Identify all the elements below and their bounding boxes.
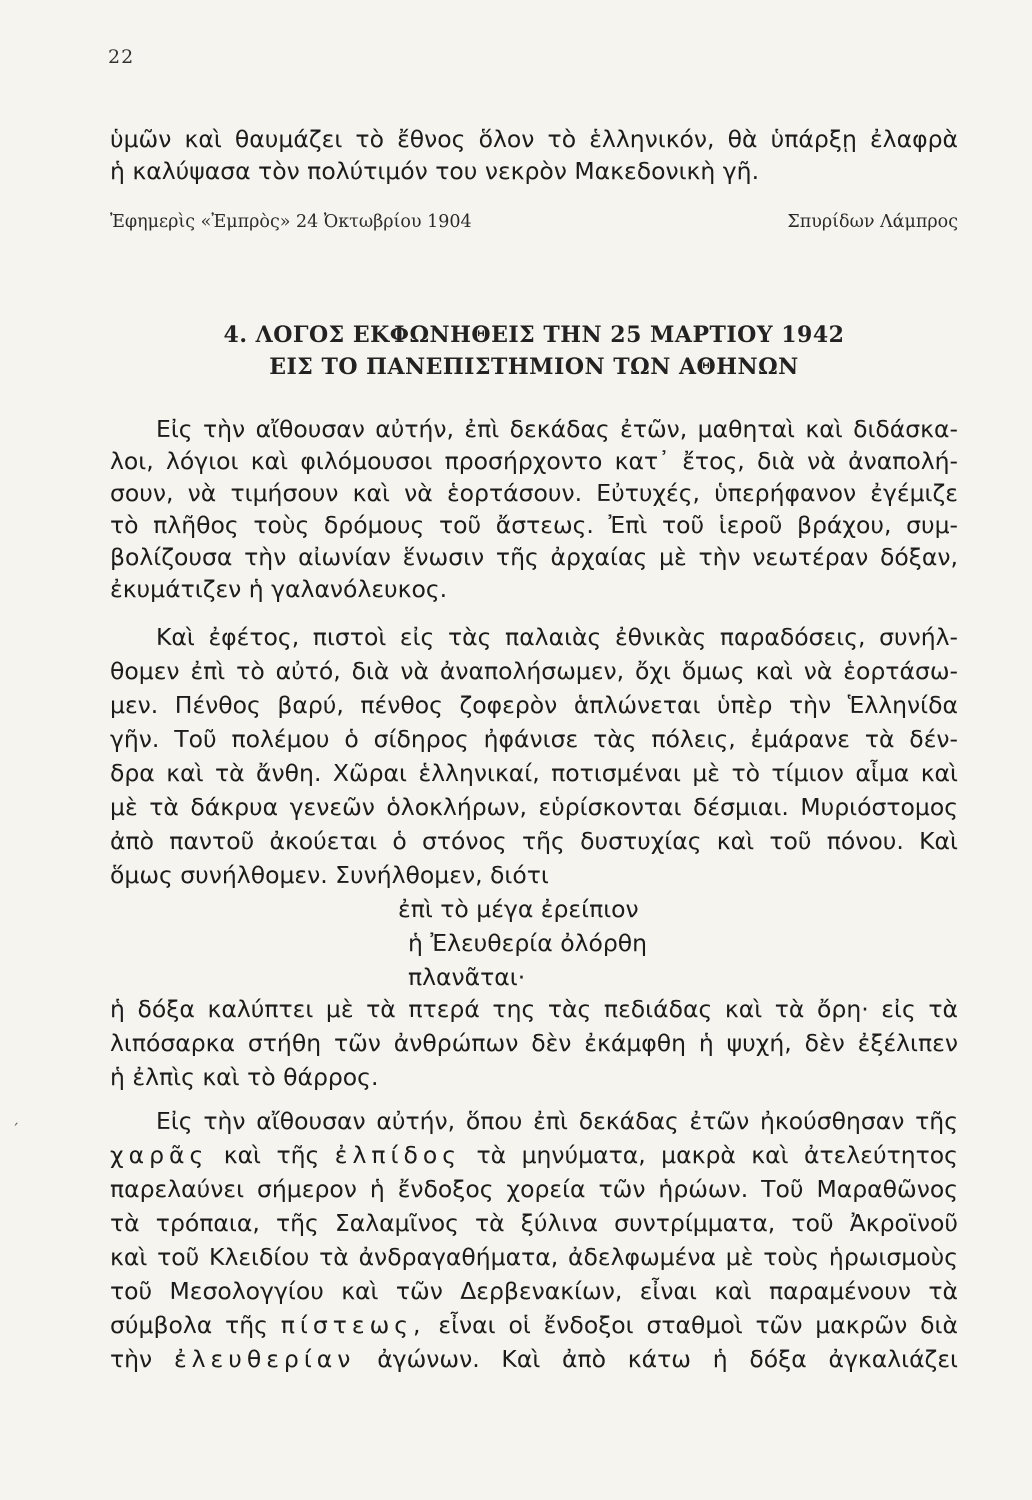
verse-line-1: ἐπὶ τὸ μέγα ἐρείπιον (398, 895, 639, 923)
source-attribution (110, 212, 958, 232)
para1-line-6: ἐκυμάτιζεν ἡ γαλανόλευκος. (110, 575, 448, 603)
para2-line-5: δρα καὶ τὰ ἄνθη. Χῶραι ἑλληνικαί, ποτισμέναι μὲ τὸ τίμιον αἷμα καὶ (110, 759, 958, 787)
para3-line-3: ἡ ἐλπὶς καὶ τὸ θάρρος. (110, 1063, 379, 1091)
para3-line-2: λιπόσαρκα στήθη τῶν ἀνθρώπων δὲν ἐκάμφθη ἡ ψυχή, δὲν ἐξέλιπεν (110, 1029, 958, 1057)
para2-line-1: Καὶ ἐφέτος, πιστοὶ εἰς τὰς παλαιὰς ἐθνικὰς παραδόσεις, συνήλ- (156, 623, 958, 651)
para2-line-4: γῆν. Τοῦ πολέμου ὁ σίδηρος ἠφάνισε τὰς πόλεις, ἐμάρανε τὰ δέν- (110, 725, 958, 753)
para4-line-2: χαρᾶς καὶ τῆς ἐλπίδος τὰ μηνύματα, μακρὰ καὶ ἀτελεύτητος (110, 1141, 958, 1169)
para4-line-4: τὰ τρόπαια, τῆς Σαλαμῖνος τὰ ξύλινα συντρίμματα, τοῦ Ἀκροϊνοῦ (110, 1209, 958, 1237)
para1-line-2: λοι, λόγιοι καὶ φιλόμουσοι προσήρχοντο κατ᾽ ἔτος, διὰ νὰ ἀναπολή- (110, 447, 958, 475)
para4-line-8: τὴν ἐλευθερίαν ἀγώνων. Καὶ ἀπὸ κάτω ἡ δόξα ἀγκαλιάζει (110, 1345, 958, 1373)
para2-line-7: ἀπὸ παντοῦ ἀκούεται ὁ στόνος τῆς δυστυχίας καὶ τοῦ πόνου. Καὶ (110, 827, 958, 855)
spaced-word-hope: ἐλπίδος (334, 1141, 462, 1169)
section-title-line-1: 4. ΛΟΓΟΣ ΕΚΦΩΝΗΘΕΙΣ ΤΗΝ 25 ΜΑΡΤΙΟΥ 1942 (223, 322, 845, 348)
para1-line-5: βολίζουσα τὴν αἰωνίαν ἕνωσιν τῆς ἀρχαίας μὲ τὴν νεωτέραν δόξαν, (110, 543, 958, 571)
spaced-word-freedom: ἐλευθερίαν (173, 1345, 356, 1373)
para1-line-1: Εἰς τὴν αἴθουσαν αὐτήν, ἐπὶ δεκάδας ἐτῶν, μαθηταὶ καὶ διδάσκα- (156, 415, 958, 443)
spaced-word-joy: χαρᾶς (110, 1141, 209, 1169)
scan-mark: ˏ (12, 1110, 19, 1126)
para2-line-8: ὅμως συνήλθομεν. Συνήλθομεν, διότι (110, 861, 549, 889)
source-author: Σπυρίδων Λάμπρος (787, 212, 958, 232)
para4-line-1: Εἰς τὴν αἴθουσαν αὐτήν, ὅπου ἐπὶ δεκάδας ἐτῶν ἠκούσθησαν τῆς (156, 1107, 958, 1135)
para4-line-6: τοῦ Μεσολογγίου καὶ τῶν Δερβενακίων, εἶναι καὶ παραμένουν τὰ (110, 1277, 958, 1305)
intro-line-2: ἡ καλύψασα τὸν πολύτιμόν του νεκρὸν Μακεδονικὴ γῆ. (110, 157, 760, 185)
para3-line-1: ἡ δόξα καλύπτει μὲ τὰ πτερά της τὰς πεδιάδας καὶ τὰ ὄρη· εἰς τὰ (110, 995, 958, 1023)
para1-line-3: σουν, νὰ τιμήσουν καὶ νὰ ἑορτάσουν. Εὐτυχές, ὑπερήφανον ἐγέμιζε (110, 479, 958, 507)
para2-line-2: θομεν ἐπὶ τὸ αὐτό, διὰ νὰ ἀναπολήσωμεν, ὄχι ὅμως καὶ νὰ ἑορτάσω- (110, 657, 958, 685)
para4-line-7: σύμβολα τῆς πίστεως, εἶναι οἱ ἔνδοξοι σταθμοὶ τῶν μακρῶν διὰ (110, 1311, 958, 1339)
source-publication: Ἐφημερὶς «Ἐμπρὸς» 24 Ὀκτωβρίου 1904 (110, 212, 472, 232)
verse-line-3: πλανᾶται· (408, 963, 526, 991)
para2-line-6: μὲ τὰ δάκρυα γενεῶν ὁλοκλήρων, εὑρίσκονται δέσμιαι. Μυριόστομος (110, 793, 958, 821)
para4-line-5: καὶ τοῦ Κλειδίου τὰ ἀνδραγαθήματα, ἀδελφωμένα μὲ τοὺς ἡρωισμοὺς (110, 1243, 958, 1271)
para4-line-3: παρελαύνει σήμερον ἡ ἔνδοξος χορεία τῶν ἡρώων. Τοῦ Μαραθῶνος (110, 1175, 958, 1203)
para2-line-3: μεν. Πένθος βαρύ, πένθος ζοφερὸν ἁπλώνεται ὑπὲρ τὴν Ἑλληνίδα (110, 691, 958, 719)
intro-line-1: ὑμῶν καὶ θαυμάζει τὸ ἔθνος ὅλον τὸ ἑλληνικόν, θὰ ὑπάρξῃ ἐλαφρὰ (110, 125, 958, 153)
spaced-word-faith: πίστεως, (280, 1311, 426, 1339)
para1-line-4: τὸ πλῆθος τοὺς δρόμους τοῦ ἄστεως. Ἐπὶ τοῦ ἱεροῦ βράχου, συμ- (110, 511, 958, 539)
section-title-line-2: ΕΙΣ ΤΟ ΠΑΝΕΠΙΣΤΗΜΙΟΝ ΤΩΝ ΑΘΗΝΩΝ (269, 354, 799, 380)
verse-line-2: ἡ Ἐλευθερία ὀλόρθη (408, 929, 648, 957)
page-number: 22 (108, 46, 135, 68)
